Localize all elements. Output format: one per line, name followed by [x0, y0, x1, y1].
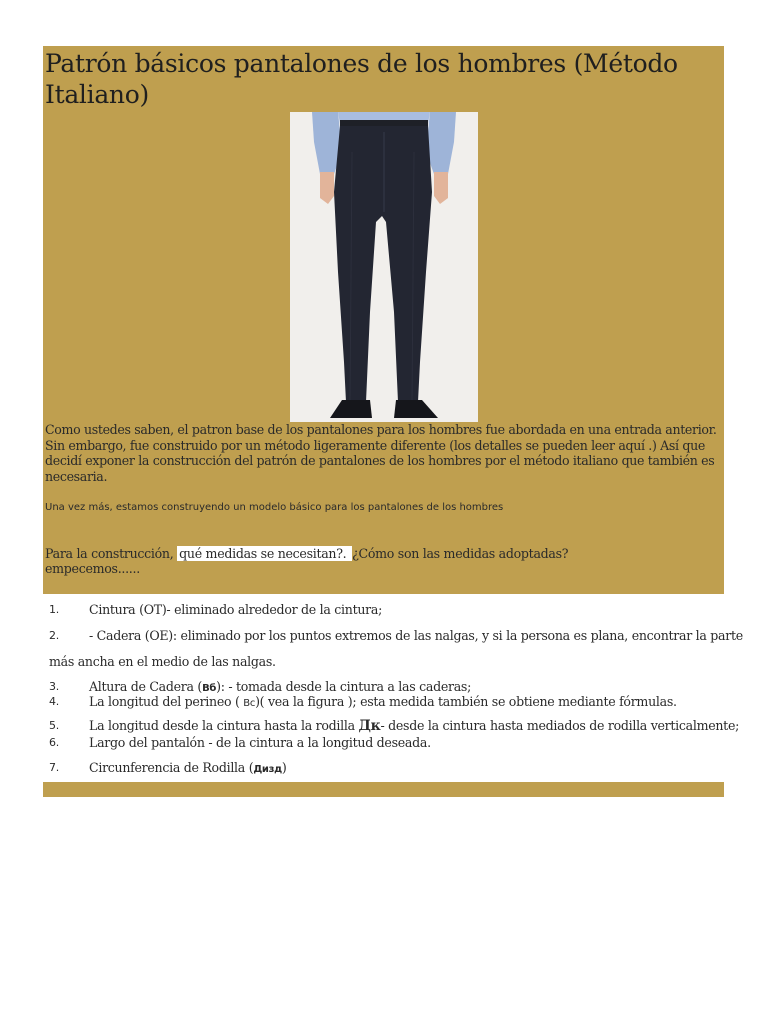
list-number: 4. — [49, 695, 59, 708]
intro-paragraph: Como ustedes saben, el patron base de los pantalones para los hombres fue abordada en una entrada anterior. Sin embargo, fue construido por un método ligeramente diferente (los detalles se pueden leer aquí .) Así que decidí exponer la construcción del patrón de pantalones de los hombres por el método italiano que también es necesaria. — [45, 422, 717, 484]
bottom-divider-bar — [43, 782, 724, 797]
question-before: Para la construcción, — [45, 546, 178, 561]
measure-code: Дизд — [253, 764, 282, 775]
list-text-pre: La longitud del perineo ( — [89, 694, 244, 709]
list-text-post: )( vea la figura ); esta medida también se obtiene mediante fórmulas. — [255, 694, 677, 709]
list-text: Cintura (OT)- eliminado alrededor de la cintura; — [89, 602, 383, 617]
list-text — [89, 694, 719, 712]
list-text-continued: más ancha en el medio de las nalgas. — [49, 654, 276, 669]
list-text: Largo del pantalón - de la cintura a la longitud deseada. — [89, 735, 431, 750]
question-highlight: qué medidas se necesitan?. — [179, 546, 351, 561]
list-item — [49, 628, 743, 672]
list-number: 1. — [49, 603, 59, 616]
article-block — [43, 46, 724, 594]
list-number: 7. — [49, 761, 59, 774]
man-in-trousers-image — [290, 112, 478, 422]
list-text-post: ): - tomada desde la cintura a las caderas; — [216, 679, 472, 694]
question-after: ¿Cómo son las medidas adoptadas? — [352, 546, 569, 561]
list-text — [89, 760, 719, 778]
list-text-pre: Circunferencia de Rodilla ( — [89, 760, 254, 775]
subnote-paragraph: Una vez más, estamos construyendo un modelo básico para los pantalones de los hombres — [45, 502, 504, 513]
list-text-pre: La longitud desde la cintura hasta la rodilla — [89, 718, 359, 733]
list-number: 2. — [49, 629, 59, 642]
list-text-post: ) — [281, 760, 287, 775]
list-number: 6. — [49, 736, 59, 749]
question-line2: empecemos...... — [45, 561, 140, 576]
list-number: 3. — [49, 680, 59, 693]
measure-code: Вс — [243, 698, 256, 709]
page-title: Patrón básicos pantalones de los hombres (Método Italiano) — [45, 49, 678, 109]
question-paragraph — [45, 546, 721, 576]
list-text-pre: Altura de Cadera ( — [89, 679, 203, 694]
measure-code: Вб — [202, 683, 217, 694]
list-number: 5. — [49, 719, 59, 732]
list-text-post: - desde la cintura hasta mediados de rodilla verticalmente; — [380, 718, 740, 733]
measure-code: Дк — [358, 718, 381, 734]
list-text: - Cadera (OE): eliminado por los puntos extremos de las nalgas, y si la persona es plana, encontrar la parte — [89, 628, 743, 643]
list-text — [89, 718, 740, 734]
trousers-photo — [290, 112, 478, 422]
